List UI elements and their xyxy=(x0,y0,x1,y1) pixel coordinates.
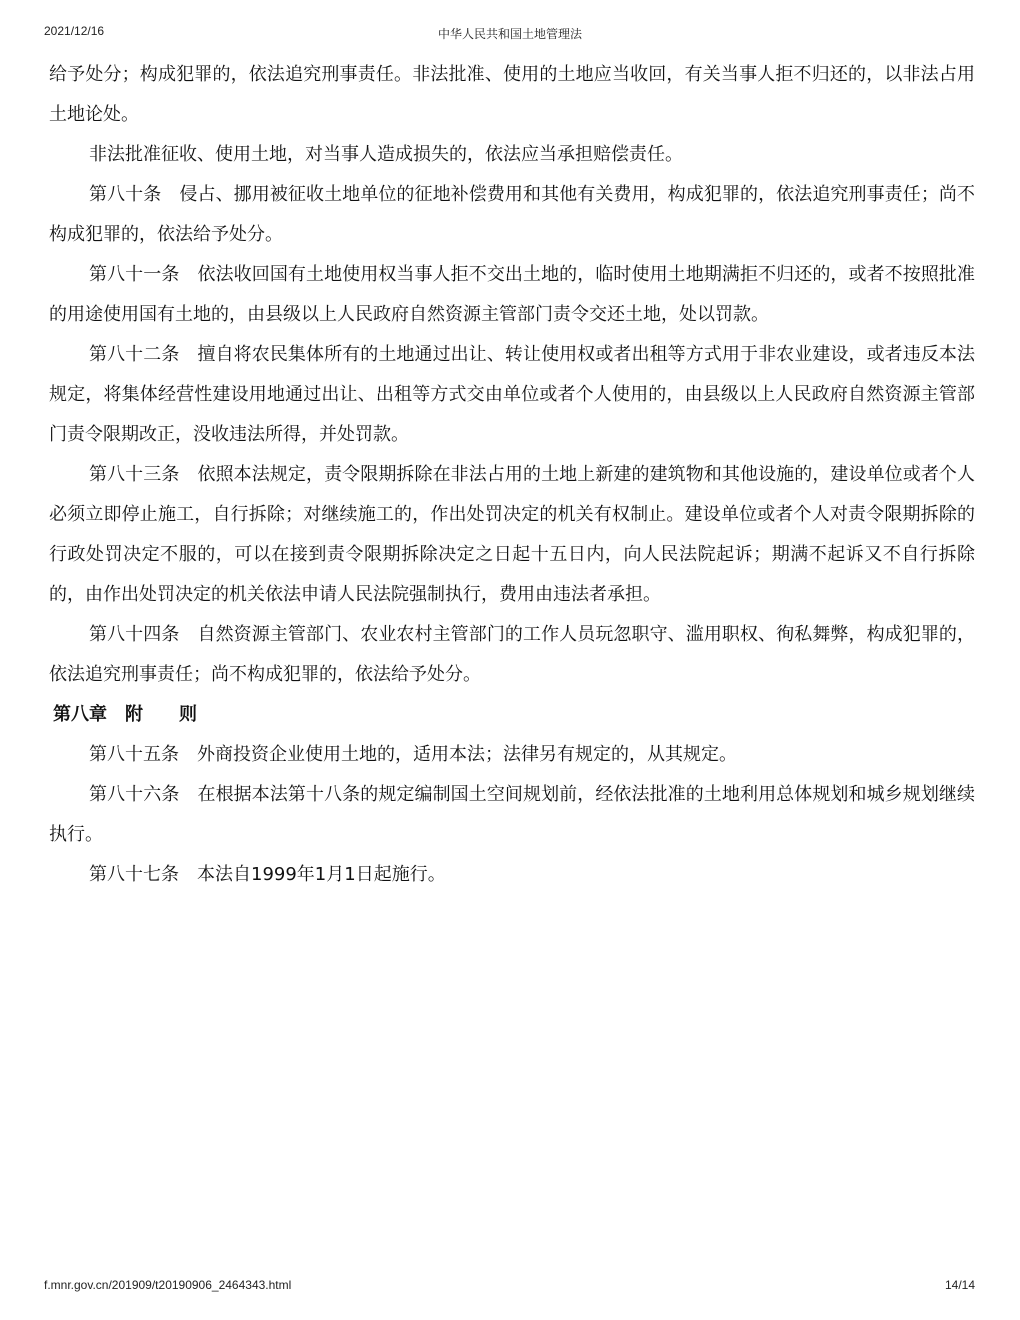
page-number: 14/14 xyxy=(944,1278,975,1292)
article-81: 第八十一条 依法收回国有土地使用权当事人拒不交出土地的，临时使用土地期满拒不归还的，或者不按照批准的用途使用国有土地的，由县级以上人民政府自然资源主管部门责令交还土地，处以罚款。 xyxy=(49,264,975,325)
document-body xyxy=(49,55,975,895)
article-86: 第八十六条 在根据本法第十八条的规定编制国土空间规划前，经依法批准的土地利用总体规划和城乡规划继续执行。 xyxy=(49,784,975,845)
article-87: 第八十七条 本法自1999年1月1日起施行。 xyxy=(89,864,446,885)
article-83: 第八十三条 依照本法规定，责令限期拆除在非法占用的土地上新建的建筑物和其他设施的，建设单位或者个人必须立即停止施工，自行拆除；对继续施工的，作出处罚决定的机关有权制止。建设单位或者个人对责令限期拆除的行政处罚决定不服的，可以在接到责令限期拆除决定之日起十五日内，向人民法院起诉；期满不起诉又不自行拆除的，由作出处罚决定的机关依法申请人民法院强制执行，费用由违法者承担。 xyxy=(49,464,975,605)
paragraph: 非法批准征收、使用土地，对当事人造成损失的，依法应当承担赔偿责任。 xyxy=(89,144,683,165)
footer-url: f.mnr.gov.cn/201909/t20190906_2464343.html xyxy=(44,1278,292,1292)
article-82: 第八十二条 擅自将农民集体所有的土地通过出让、转让使用权或者出租等方式用于非农业建设，或者违反本法规定，将集体经营性建设用地通过出让、出租等方式交由单位或者个人使用的，由县级以上人民政府自然资源主管部门责令限期改正，没收违法所得，并处罚款。 xyxy=(49,344,975,445)
article-85: 第八十五条 外商投资企业使用土地的，适用本法；法律另有规定的，从其规定。 xyxy=(89,744,737,765)
chapter-heading: 第八章 附 则 xyxy=(53,704,197,725)
article-80: 第八十条 侵占、挪用被征收土地单位的征地补偿费用和其他有关费用，构成犯罪的，依法追究刑事责任；尚不构成犯罪的，依法给予处分。 xyxy=(49,184,975,245)
print-date: 2021/12/16 xyxy=(44,24,105,38)
article-84: 第八十四条 自然资源主管部门、农业农村主管部门的工作人员玩忽职守、滥用职权、徇私舞弊，构成犯罪的，依法追究刑事责任；尚不构成犯罪的，依法给予处分。 xyxy=(49,624,975,685)
document-header-title: 中华人民共和国土地管理法 xyxy=(437,27,582,41)
paragraph-continued: 给予处分；构成犯罪的，依法追究刑事责任。非法批准、使用的土地应当收回，有关当事人拒不归还的，以非法占用土地论处。 xyxy=(49,64,975,125)
